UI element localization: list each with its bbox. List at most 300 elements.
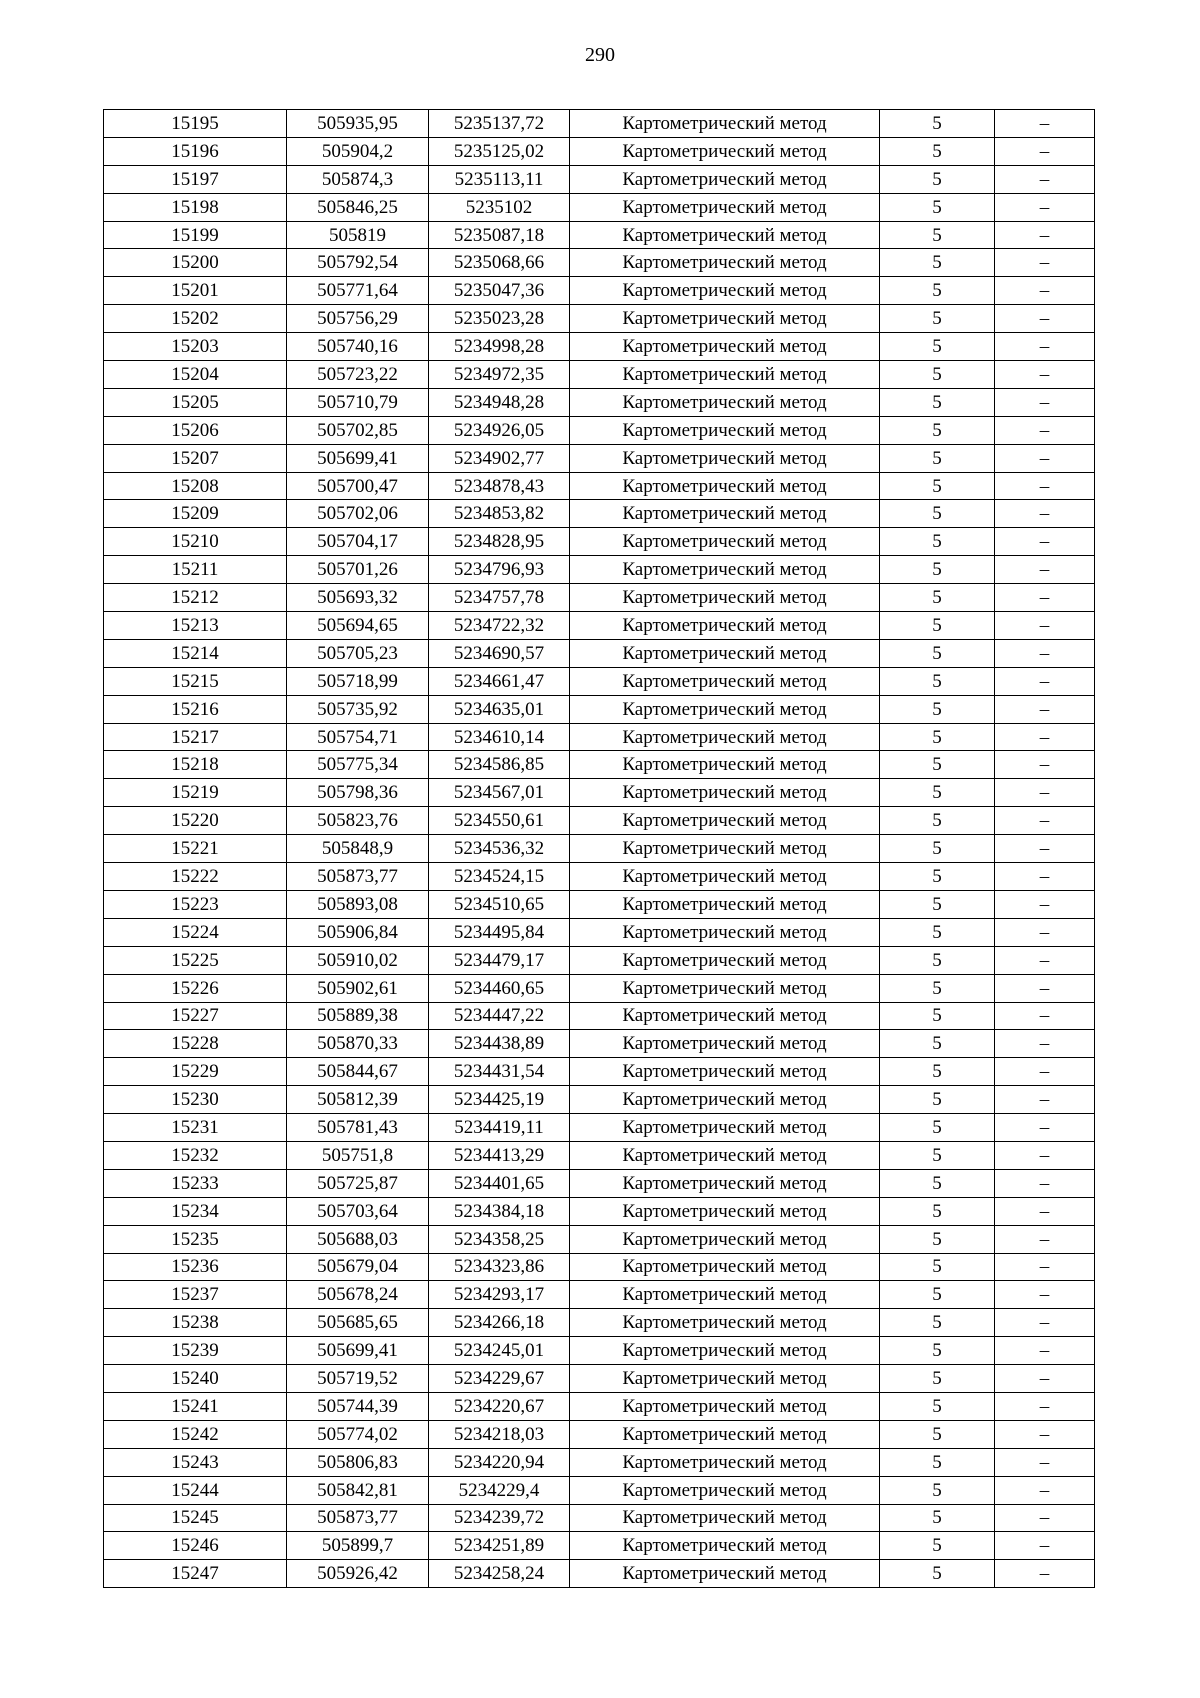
- y-coordinate-cell: 5234948,28: [429, 388, 570, 416]
- point-number-cell: 15197: [104, 165, 287, 193]
- description-cell: –: [995, 416, 1095, 444]
- accuracy-cell: 5: [880, 472, 995, 500]
- table-row: [104, 779, 1095, 807]
- table-row: [104, 528, 1095, 556]
- x-coordinate-cell: 505842,81: [287, 1476, 429, 1504]
- x-coordinate-cell: 505823,76: [287, 807, 429, 835]
- x-coordinate-cell: 505798,36: [287, 779, 429, 807]
- point-number-cell: 15220: [104, 807, 287, 835]
- y-coordinate-cell: 5234635,01: [429, 695, 570, 723]
- x-coordinate-cell: 505678,24: [287, 1281, 429, 1309]
- x-coordinate-cell: 505703,64: [287, 1197, 429, 1225]
- point-number-cell: 15234: [104, 1197, 287, 1225]
- accuracy-cell: 5: [880, 416, 995, 444]
- x-coordinate-cell: 505718,99: [287, 667, 429, 695]
- y-coordinate-cell: 5234550,61: [429, 807, 570, 835]
- accuracy-cell: 5: [880, 1532, 995, 1560]
- x-coordinate-cell: 505874,3: [287, 165, 429, 193]
- accuracy-cell: 5: [880, 1504, 995, 1532]
- description-cell: –: [995, 1058, 1095, 1086]
- description-cell: –: [995, 249, 1095, 277]
- table-row: [104, 1114, 1095, 1142]
- point-number-cell: 15205: [104, 388, 287, 416]
- accuracy-cell: 5: [880, 779, 995, 807]
- description-cell: –: [995, 1476, 1095, 1504]
- y-coordinate-cell: 5234401,65: [429, 1169, 570, 1197]
- method-cell: Картометрический метод: [570, 165, 880, 193]
- description-cell: –: [995, 500, 1095, 528]
- method-cell: Картометрический метод: [570, 1476, 880, 1504]
- table-row: [104, 1030, 1095, 1058]
- description-cell: –: [995, 639, 1095, 667]
- y-coordinate-cell: 5234610,14: [429, 723, 570, 751]
- accuracy-cell: 5: [880, 863, 995, 891]
- description-cell: –: [995, 1086, 1095, 1114]
- x-coordinate-cell: 505844,67: [287, 1058, 429, 1086]
- page-number: 290: [585, 44, 615, 66]
- method-cell: Картометрический метод: [570, 1197, 880, 1225]
- y-coordinate-cell: 5234661,47: [429, 667, 570, 695]
- point-number-cell: 15200: [104, 249, 287, 277]
- description-cell: –: [995, 612, 1095, 640]
- x-coordinate-cell: 505906,84: [287, 918, 429, 946]
- method-cell: Картометрический метод: [570, 1253, 880, 1281]
- x-coordinate-cell: 505792,54: [287, 249, 429, 277]
- description-cell: –: [995, 1392, 1095, 1420]
- table-row: [104, 639, 1095, 667]
- point-number-cell: 15199: [104, 221, 287, 249]
- y-coordinate-cell: 5234536,32: [429, 835, 570, 863]
- table-row: [104, 1476, 1095, 1504]
- point-number-cell: 15232: [104, 1141, 287, 1169]
- method-cell: Картометрический метод: [570, 612, 880, 640]
- method-cell: Картометрический метод: [570, 1504, 880, 1532]
- x-coordinate-cell: 505744,39: [287, 1392, 429, 1420]
- table-row: [104, 974, 1095, 1002]
- description-cell: –: [995, 779, 1095, 807]
- table-row: [104, 1281, 1095, 1309]
- y-coordinate-cell: 5234229,4: [429, 1476, 570, 1504]
- description-cell: –: [995, 1114, 1095, 1142]
- method-cell: Картометрический метод: [570, 528, 880, 556]
- table-row: [104, 249, 1095, 277]
- accuracy-cell: 5: [880, 1141, 995, 1169]
- point-number-cell: 15214: [104, 639, 287, 667]
- table-row: [104, 1365, 1095, 1393]
- y-coordinate-cell: 5234218,03: [429, 1420, 570, 1448]
- method-cell: Картометрический метод: [570, 1058, 880, 1086]
- x-coordinate-cell: 505701,26: [287, 556, 429, 584]
- table-row: [104, 723, 1095, 751]
- accuracy-cell: 5: [880, 946, 995, 974]
- description-cell: –: [995, 1504, 1095, 1532]
- y-coordinate-cell: 5234419,11: [429, 1114, 570, 1142]
- method-cell: Картометрический метод: [570, 1337, 880, 1365]
- accuracy-cell: 5: [880, 695, 995, 723]
- accuracy-cell: 5: [880, 388, 995, 416]
- accuracy-cell: 5: [880, 193, 995, 221]
- table-row: [104, 1420, 1095, 1448]
- y-coordinate-cell: 5234828,95: [429, 528, 570, 556]
- point-number-cell: 15196: [104, 137, 287, 165]
- table-row: [104, 751, 1095, 779]
- y-coordinate-cell: 5234266,18: [429, 1309, 570, 1337]
- point-number-cell: 15217: [104, 723, 287, 751]
- accuracy-cell: 5: [880, 361, 995, 389]
- table-row: [104, 165, 1095, 193]
- description-cell: –: [995, 584, 1095, 612]
- description-cell: –: [995, 890, 1095, 918]
- y-coordinate-cell: 5234438,89: [429, 1030, 570, 1058]
- y-coordinate-cell: 5234495,84: [429, 918, 570, 946]
- method-cell: Картометрический метод: [570, 639, 880, 667]
- table-row: [104, 1504, 1095, 1532]
- point-number-cell: 15221: [104, 835, 287, 863]
- description-cell: –: [995, 165, 1095, 193]
- table-row: [104, 1169, 1095, 1197]
- method-cell: Картометрический метод: [570, 361, 880, 389]
- x-coordinate-cell: 505685,65: [287, 1309, 429, 1337]
- table-row: [104, 695, 1095, 723]
- description-cell: –: [995, 1002, 1095, 1030]
- y-coordinate-cell: 5234586,85: [429, 751, 570, 779]
- description-cell: –: [995, 723, 1095, 751]
- table-row: [104, 1337, 1095, 1365]
- point-number-cell: 15216: [104, 695, 287, 723]
- x-coordinate-cell: 505700,47: [287, 472, 429, 500]
- point-number-cell: 15240: [104, 1365, 287, 1393]
- method-cell: Картометрический метод: [570, 388, 880, 416]
- x-coordinate-cell: 505751,8: [287, 1141, 429, 1169]
- accuracy-cell: 5: [880, 556, 995, 584]
- description-cell: –: [995, 946, 1095, 974]
- table-row: [104, 416, 1095, 444]
- method-cell: Картометрический метод: [570, 416, 880, 444]
- method-cell: Картометрический метод: [570, 221, 880, 249]
- description-cell: –: [995, 528, 1095, 556]
- method-cell: Картометрический метод: [570, 1448, 880, 1476]
- accuracy-cell: 5: [880, 1337, 995, 1365]
- x-coordinate-cell: 505725,87: [287, 1169, 429, 1197]
- method-cell: Картометрический метод: [570, 137, 880, 165]
- point-number-cell: 15215: [104, 667, 287, 695]
- point-number-cell: 15228: [104, 1030, 287, 1058]
- table-row: [104, 1086, 1095, 1114]
- point-number-cell: 15195: [104, 110, 287, 138]
- method-cell: Картометрический метод: [570, 1225, 880, 1253]
- accuracy-cell: 5: [880, 528, 995, 556]
- description-cell: –: [995, 667, 1095, 695]
- accuracy-cell: 5: [880, 1002, 995, 1030]
- accuracy-cell: 5: [880, 137, 995, 165]
- table-row: [104, 193, 1095, 221]
- point-number-cell: 15219: [104, 779, 287, 807]
- y-coordinate-cell: 5234447,22: [429, 1002, 570, 1030]
- accuracy-cell: 5: [880, 1225, 995, 1253]
- point-number-cell: 15207: [104, 444, 287, 472]
- description-cell: –: [995, 1532, 1095, 1560]
- x-coordinate-cell: 505806,83: [287, 1448, 429, 1476]
- table-row: [104, 110, 1095, 138]
- accuracy-cell: 5: [880, 1309, 995, 1337]
- accuracy-cell: 5: [880, 1030, 995, 1058]
- table-row: [104, 305, 1095, 333]
- table-row: [104, 556, 1095, 584]
- accuracy-cell: 5: [880, 667, 995, 695]
- table-row: [104, 890, 1095, 918]
- method-cell: Картометрический метод: [570, 695, 880, 723]
- x-coordinate-cell: 505754,71: [287, 723, 429, 751]
- point-number-cell: 15231: [104, 1114, 287, 1142]
- description-cell: –: [995, 277, 1095, 305]
- y-coordinate-cell: 5235068,66: [429, 249, 570, 277]
- table-body: [104, 110, 1095, 1588]
- x-coordinate-cell: 505910,02: [287, 946, 429, 974]
- method-cell: Картометрический метод: [570, 1309, 880, 1337]
- x-coordinate-cell: 505781,43: [287, 1114, 429, 1142]
- point-number-cell: 15237: [104, 1281, 287, 1309]
- accuracy-cell: 5: [880, 1448, 995, 1476]
- point-number-cell: 15209: [104, 500, 287, 528]
- accuracy-cell: 5: [880, 835, 995, 863]
- x-coordinate-cell: 505723,22: [287, 361, 429, 389]
- table-row: [104, 444, 1095, 472]
- point-number-cell: 15227: [104, 1002, 287, 1030]
- point-number-cell: 15213: [104, 612, 287, 640]
- x-coordinate-cell: 505694,65: [287, 612, 429, 640]
- accuracy-cell: 5: [880, 1420, 995, 1448]
- point-number-cell: 15235: [104, 1225, 287, 1253]
- x-coordinate-cell: 505812,39: [287, 1086, 429, 1114]
- x-coordinate-cell: 505902,61: [287, 974, 429, 1002]
- point-number-cell: 15210: [104, 528, 287, 556]
- point-number-cell: 15202: [104, 305, 287, 333]
- y-coordinate-cell: 5234251,89: [429, 1532, 570, 1560]
- description-cell: –: [995, 974, 1095, 1002]
- table-row: [104, 667, 1095, 695]
- x-coordinate-cell: 505719,52: [287, 1365, 429, 1393]
- description-cell: –: [995, 918, 1095, 946]
- x-coordinate-cell: 505899,7: [287, 1532, 429, 1560]
- accuracy-cell: 5: [880, 807, 995, 835]
- x-coordinate-cell: 505679,04: [287, 1253, 429, 1281]
- y-coordinate-cell: 5235087,18: [429, 221, 570, 249]
- accuracy-cell: 5: [880, 500, 995, 528]
- y-coordinate-cell: 5234722,32: [429, 612, 570, 640]
- x-coordinate-cell: 505688,03: [287, 1225, 429, 1253]
- method-cell: Картометрический метод: [570, 779, 880, 807]
- description-cell: –: [995, 1169, 1095, 1197]
- point-number-cell: 15238: [104, 1309, 287, 1337]
- accuracy-cell: 5: [880, 1392, 995, 1420]
- table-row: [104, 835, 1095, 863]
- y-coordinate-cell: 5235125,02: [429, 137, 570, 165]
- method-cell: Картометрический метод: [570, 500, 880, 528]
- x-coordinate-cell: 505693,32: [287, 584, 429, 612]
- x-coordinate-cell: 505935,95: [287, 110, 429, 138]
- method-cell: Картометрический метод: [570, 1281, 880, 1309]
- method-cell: Картометрический метод: [570, 1030, 880, 1058]
- x-coordinate-cell: 505774,02: [287, 1420, 429, 1448]
- y-coordinate-cell: 5234524,15: [429, 863, 570, 891]
- table-row: [104, 1002, 1095, 1030]
- point-number-cell: 15230: [104, 1086, 287, 1114]
- y-coordinate-cell: 5234258,24: [429, 1560, 570, 1588]
- x-coordinate-cell: 505756,29: [287, 305, 429, 333]
- table-row: [104, 1197, 1095, 1225]
- x-coordinate-cell: 505702,06: [287, 500, 429, 528]
- table-row: [104, 1560, 1095, 1588]
- table-row: [104, 472, 1095, 500]
- point-number-cell: 15236: [104, 1253, 287, 1281]
- y-coordinate-cell: 5234425,19: [429, 1086, 570, 1114]
- x-coordinate-cell: 505873,77: [287, 863, 429, 891]
- x-coordinate-cell: 505771,64: [287, 277, 429, 305]
- method-cell: Картометрический метод: [570, 863, 880, 891]
- description-cell: –: [995, 1365, 1095, 1393]
- accuracy-cell: 5: [880, 1560, 995, 1588]
- x-coordinate-cell: 505705,23: [287, 639, 429, 667]
- point-number-cell: 15243: [104, 1448, 287, 1476]
- y-coordinate-cell: 5234510,65: [429, 890, 570, 918]
- accuracy-cell: 5: [880, 1058, 995, 1086]
- point-number-cell: 15203: [104, 333, 287, 361]
- y-coordinate-cell: 5234902,77: [429, 444, 570, 472]
- method-cell: Картометрический метод: [570, 1002, 880, 1030]
- description-cell: –: [995, 835, 1095, 863]
- y-coordinate-cell: 5234926,05: [429, 416, 570, 444]
- table-row: [104, 1532, 1095, 1560]
- method-cell: Картометрический метод: [570, 807, 880, 835]
- y-coordinate-cell: 5234431,54: [429, 1058, 570, 1086]
- description-cell: –: [995, 137, 1095, 165]
- accuracy-cell: 5: [880, 1365, 995, 1393]
- x-coordinate-cell: 505735,92: [287, 695, 429, 723]
- table-row: [104, 1253, 1095, 1281]
- accuracy-cell: 5: [880, 751, 995, 779]
- method-cell: Картометрический метод: [570, 1086, 880, 1114]
- point-number-cell: 15239: [104, 1337, 287, 1365]
- accuracy-cell: 5: [880, 639, 995, 667]
- coordinates-table: [103, 109, 1095, 1588]
- method-cell: Картометрический метод: [570, 472, 880, 500]
- description-cell: –: [995, 556, 1095, 584]
- method-cell: Картометрический метод: [570, 1365, 880, 1393]
- y-coordinate-cell: 5234567,01: [429, 779, 570, 807]
- accuracy-cell: 5: [880, 221, 995, 249]
- table-row: [104, 137, 1095, 165]
- method-cell: Картометрический метод: [570, 193, 880, 221]
- y-coordinate-cell: 5234796,93: [429, 556, 570, 584]
- y-coordinate-cell: 5235047,36: [429, 277, 570, 305]
- accuracy-cell: 5: [880, 165, 995, 193]
- y-coordinate-cell: 5235113,11: [429, 165, 570, 193]
- point-number-cell: 15218: [104, 751, 287, 779]
- method-cell: Картометрический метод: [570, 584, 880, 612]
- y-coordinate-cell: 5235102: [429, 193, 570, 221]
- point-number-cell: 15233: [104, 1169, 287, 1197]
- description-cell: –: [995, 444, 1095, 472]
- x-coordinate-cell: 505848,9: [287, 835, 429, 863]
- accuracy-cell: 5: [880, 974, 995, 1002]
- table-row: [104, 500, 1095, 528]
- x-coordinate-cell: 505893,08: [287, 890, 429, 918]
- y-coordinate-cell: 5234245,01: [429, 1337, 570, 1365]
- y-coordinate-cell: 5234690,57: [429, 639, 570, 667]
- description-cell: –: [995, 388, 1095, 416]
- table-row: [104, 1309, 1095, 1337]
- y-coordinate-cell: 5234878,43: [429, 472, 570, 500]
- table-row: [104, 918, 1095, 946]
- x-coordinate-cell: 505870,33: [287, 1030, 429, 1058]
- y-coordinate-cell: 5235023,28: [429, 305, 570, 333]
- y-coordinate-cell: 5234853,82: [429, 500, 570, 528]
- x-coordinate-cell: 505904,2: [287, 137, 429, 165]
- method-cell: Картометрический метод: [570, 556, 880, 584]
- description-cell: –: [995, 1560, 1095, 1588]
- accuracy-cell: 5: [880, 890, 995, 918]
- table-row: [104, 388, 1095, 416]
- point-number-cell: 15244: [104, 1476, 287, 1504]
- point-number-cell: 15198: [104, 193, 287, 221]
- accuracy-cell: 5: [880, 612, 995, 640]
- table-row: [104, 946, 1095, 974]
- x-coordinate-cell: 505926,42: [287, 1560, 429, 1588]
- table-row: [104, 1058, 1095, 1086]
- point-number-cell: 15245: [104, 1504, 287, 1532]
- accuracy-cell: 5: [880, 723, 995, 751]
- point-number-cell: 15204: [104, 361, 287, 389]
- x-coordinate-cell: 505710,79: [287, 388, 429, 416]
- accuracy-cell: 5: [880, 1476, 995, 1504]
- x-coordinate-cell: 505819: [287, 221, 429, 249]
- point-number-cell: 15206: [104, 416, 287, 444]
- point-number-cell: 15226: [104, 974, 287, 1002]
- method-cell: Картометрический метод: [570, 305, 880, 333]
- point-number-cell: 15208: [104, 472, 287, 500]
- table-row: [104, 221, 1095, 249]
- method-cell: Картометрический метод: [570, 110, 880, 138]
- accuracy-cell: 5: [880, 277, 995, 305]
- point-number-cell: 15242: [104, 1420, 287, 1448]
- y-coordinate-cell: 5234323,86: [429, 1253, 570, 1281]
- method-cell: Картометрический метод: [570, 974, 880, 1002]
- method-cell: Картометрический метод: [570, 751, 880, 779]
- point-number-cell: 15241: [104, 1392, 287, 1420]
- x-coordinate-cell: 505889,38: [287, 1002, 429, 1030]
- description-cell: –: [995, 695, 1095, 723]
- method-cell: Картометрический метод: [570, 1114, 880, 1142]
- x-coordinate-cell: 505704,17: [287, 528, 429, 556]
- method-cell: Картометрический метод: [570, 1560, 880, 1588]
- table-row: [104, 361, 1095, 389]
- point-number-cell: 15211: [104, 556, 287, 584]
- table-row: [104, 1392, 1095, 1420]
- table-row: [104, 807, 1095, 835]
- description-cell: –: [995, 305, 1095, 333]
- description-cell: –: [995, 193, 1095, 221]
- x-coordinate-cell: 505702,85: [287, 416, 429, 444]
- method-cell: Картометрический метод: [570, 277, 880, 305]
- accuracy-cell: 5: [880, 444, 995, 472]
- y-coordinate-cell: 5234479,17: [429, 946, 570, 974]
- method-cell: Картометрический метод: [570, 249, 880, 277]
- accuracy-cell: 5: [880, 305, 995, 333]
- description-cell: –: [995, 1281, 1095, 1309]
- description-cell: –: [995, 1448, 1095, 1476]
- table-row: [104, 333, 1095, 361]
- description-cell: –: [995, 1309, 1095, 1337]
